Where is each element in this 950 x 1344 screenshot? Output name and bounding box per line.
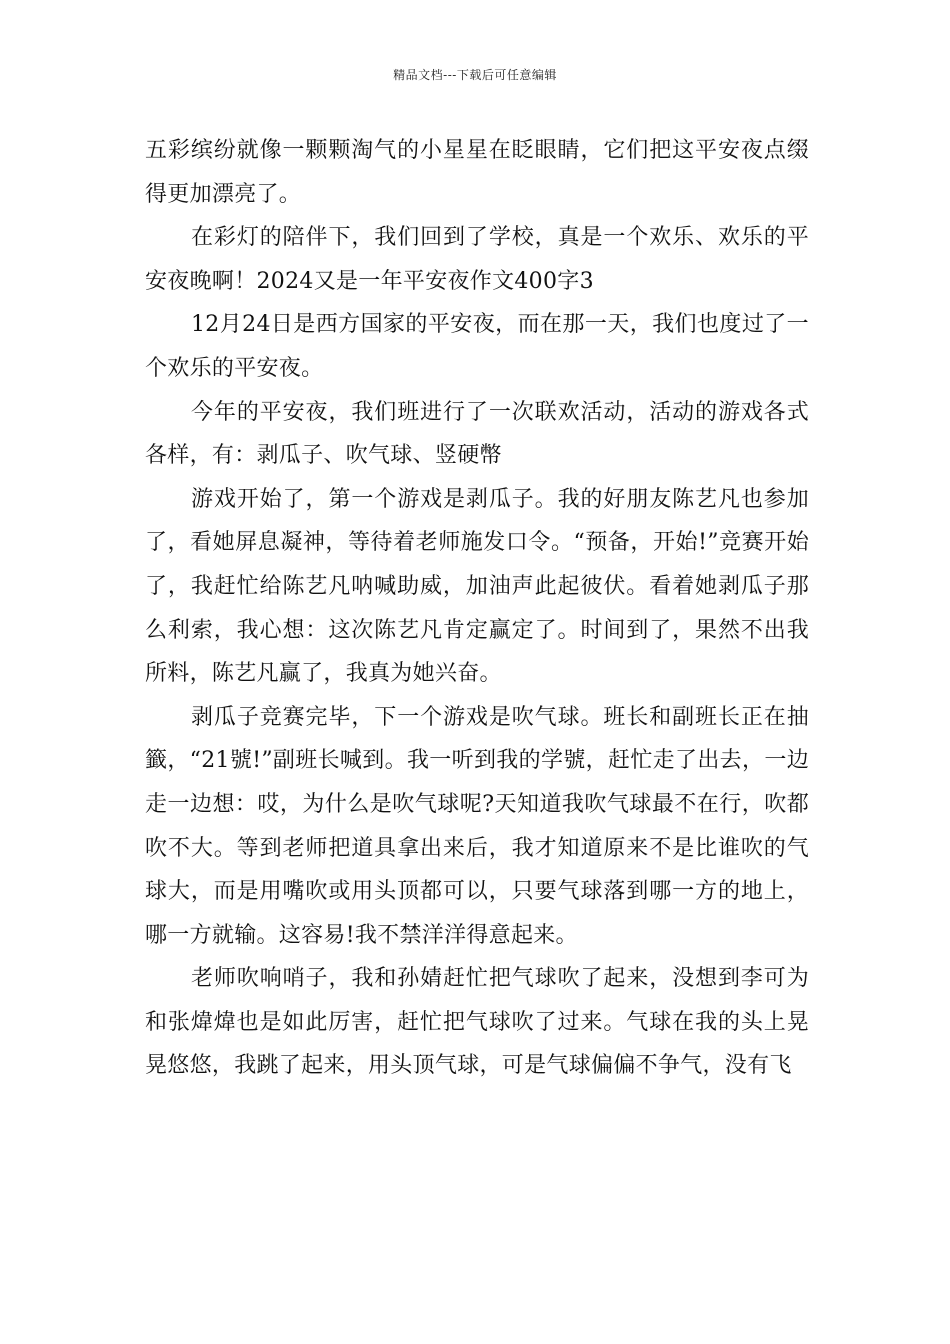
paragraph-3: 12月24日是西方国家的平安夜，而在那一天，我们也度过了一个欢乐的平安夜。 [145,312,809,381]
paragraph-2: 在彩灯的陪伴下，我们回到了学校，真是一个欢乐、欢乐的平安夜晚啊！2024又是一年平安夜作文400字3 [145,225,809,294]
document-body [145,129,809,1088]
page-header: 精品文档---下载后可任意编辑 [393,68,557,82]
paragraph-5: 游戏开始了，第一个游戏是剥瓜子。我的好朋友陈艺凡也参加了，看她屏息凝神，等待着老师施发口令。“预备，开始!”竞赛开始了，我赶忙给陈艺凡呐喊助威，加油声此起彼伏。看着她剥瓜子那么利索，我心想：这次陈艺凡肯定赢定了。时间到了，果然不出我所料，陈艺凡赢了，我真为她兴奋。 [145,486,809,687]
paragraph-7: 老师吹响哨子，我和孙婧赶忙把气球吹了起来，没想到李可为和张煒煒也是如此厉害，赶忙把气球吹了过来。气球在我的头上晃晃悠悠，我跳了起来，用头顶气球，可是气球偏偏不争气，没有飞 [145,966,809,1079]
paragraph-1: 五彩缤纷就像一颗颗淘气的小星星在眨眼睛，它们把这平安夜点缀得更加漂亮了。 [145,138,809,207]
paragraph-4: 今年的平安夜，我们班进行了一次联欢活动，活动的游戏各式各样，有：剥瓜子、吹气球、竖硬幣 [145,399,809,469]
paragraph-6: 剥瓜子竞赛完毕，下一个游戏是吹气球。班长和副班长正在抽籤，“21號!”副班长喊到。我一听到我的学號，赶忙走了出去，一边走一边想：哎，为什么是吹气球呢?天知道我吹气球最不在行，吹都吹不大。等到老师把道具拿出来后，我才知道原来不是比谁吹的气球大，而是用嘴吹或用头顶都可以，只要气球落到哪一方的地上，哪一方就输。这容易!我不禁洋洋得意起来。 [145,704,809,948]
